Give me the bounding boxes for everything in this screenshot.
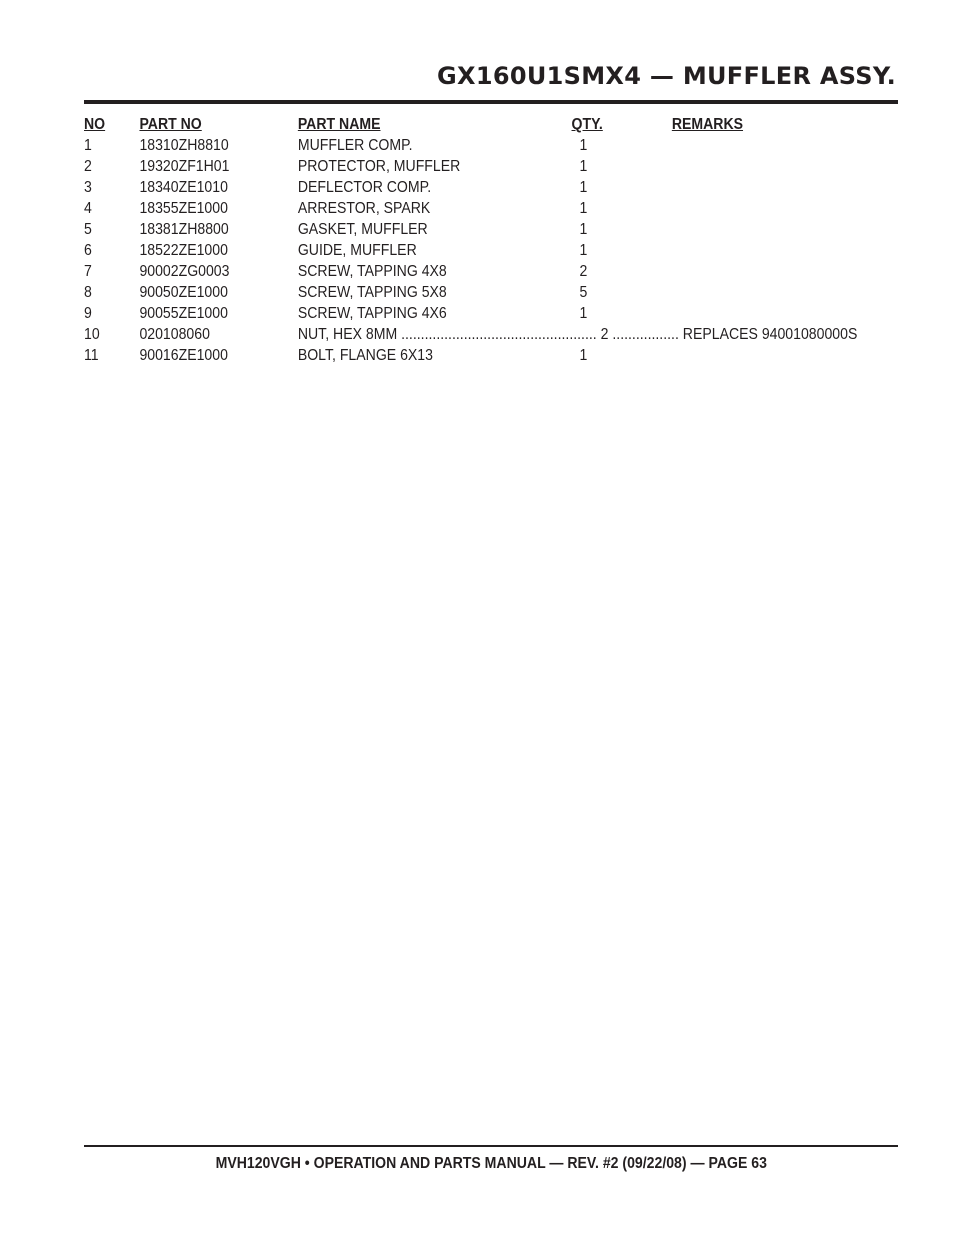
dot-leader: ................. <box>608 326 683 343</box>
cell-remarks: REPLACES 94001080000S <box>682 326 858 343</box>
page-title: GX160U1SMX4 — MUFFLER ASSY. <box>437 62 896 90</box>
cell-qty: 2 <box>579 263 588 280</box>
cell-qty: 1 <box>579 158 588 175</box>
cell-no: 7 <box>84 263 92 280</box>
cell-part-name: GUIDE, MUFFLER <box>297 242 417 259</box>
cell-part-no: 18522ZE1000 <box>139 242 228 259</box>
cell-part-name: PROTECTOR, MUFFLER <box>297 158 461 175</box>
dot-leader: .................................................. <box>397 326 601 343</box>
cell-qty: 1 <box>579 137 588 154</box>
leader-line <box>298 324 879 345</box>
column-header-qty: QTY. <box>571 116 603 133</box>
cell-no: 1 <box>84 137 92 154</box>
cell-part-no: 90002ZG0003 <box>139 263 230 280</box>
cell-no: 8 <box>84 284 92 301</box>
cell-part-name: SCREW, TAPPING 5X8 <box>297 284 447 301</box>
title-divider <box>84 100 898 104</box>
cell-no: 4 <box>84 200 92 217</box>
footer-text: MVH120VGH • OPERATION AND PARTS MANUAL — REV. #2 (09/22/08) — PAGE 63 <box>215 1155 767 1172</box>
cell-part-no: 18310ZH8810 <box>139 137 229 154</box>
cell-no: 2 <box>84 158 92 175</box>
cell-part-name: GASKET, MUFFLER <box>297 221 428 238</box>
table-row <box>84 282 788 303</box>
cell-part-no: 90055ZE1000 <box>139 305 228 322</box>
table-row <box>84 240 788 261</box>
table-row <box>84 219 788 240</box>
column-header-part-no: PART NO <box>139 116 202 133</box>
column-header-remarks: REMARKS <box>671 116 744 133</box>
table-body <box>84 135 858 366</box>
cell-qty: 1 <box>579 305 588 322</box>
cell-part-no: 18381ZH8800 <box>139 221 229 238</box>
table-row <box>84 198 788 219</box>
cell-qty: 1 <box>579 242 588 259</box>
cell-qty: 1 <box>579 347 588 364</box>
cell-part-name: SCREW, TAPPING 4X8 <box>297 263 447 280</box>
cell-part-name: SCREW, TAPPING 4X6 <box>297 305 447 322</box>
cell-qty: 1 <box>579 221 588 238</box>
cell-no: 9 <box>84 305 92 322</box>
cell-no: 10 <box>84 326 100 343</box>
cell-qty: 1 <box>579 200 588 217</box>
cell-no: 11 <box>84 347 99 364</box>
cell-part-name: BOLT, FLANGE 6X13 <box>297 347 433 364</box>
cell-part-no: 020108060 <box>139 326 210 343</box>
table-row <box>84 156 788 177</box>
cell-no: 6 <box>84 242 92 259</box>
cell-part-name: MUFFLER COMP. <box>297 137 413 154</box>
table-row <box>84 261 788 282</box>
column-header-no: NO <box>84 116 106 133</box>
column-header-part-name: PART NAME <box>297 116 381 133</box>
cell-part-name: NUT, HEX 8MM <box>297 326 398 343</box>
page-footer <box>84 1155 898 1173</box>
cell-qty: 2 <box>600 326 609 343</box>
cell-part-name: DEFLECTOR COMP. <box>297 179 432 196</box>
cell-part-no: 19320ZF1H01 <box>139 158 230 175</box>
cell-no: 3 <box>84 179 92 196</box>
cell-part-no: 90016ZE1000 <box>139 347 228 364</box>
cell-no: 5 <box>84 221 92 238</box>
table-header-row <box>84 114 788 135</box>
table-row <box>84 177 788 198</box>
cell-part-name: ARRESTOR, SPARK <box>297 200 431 217</box>
cell-part-no: 18340ZE1010 <box>139 179 228 196</box>
table-row <box>84 345 788 366</box>
table-row <box>84 303 788 324</box>
table-row <box>84 324 858 345</box>
cell-qty: 5 <box>579 284 588 301</box>
table-row <box>84 135 788 156</box>
cell-qty: 1 <box>579 179 588 196</box>
cell-part-no: 90050ZE1000 <box>139 284 228 301</box>
parts-table <box>84 114 858 366</box>
cell-part-no: 18355ZE1000 <box>139 200 228 217</box>
footer-divider <box>84 1145 898 1147</box>
